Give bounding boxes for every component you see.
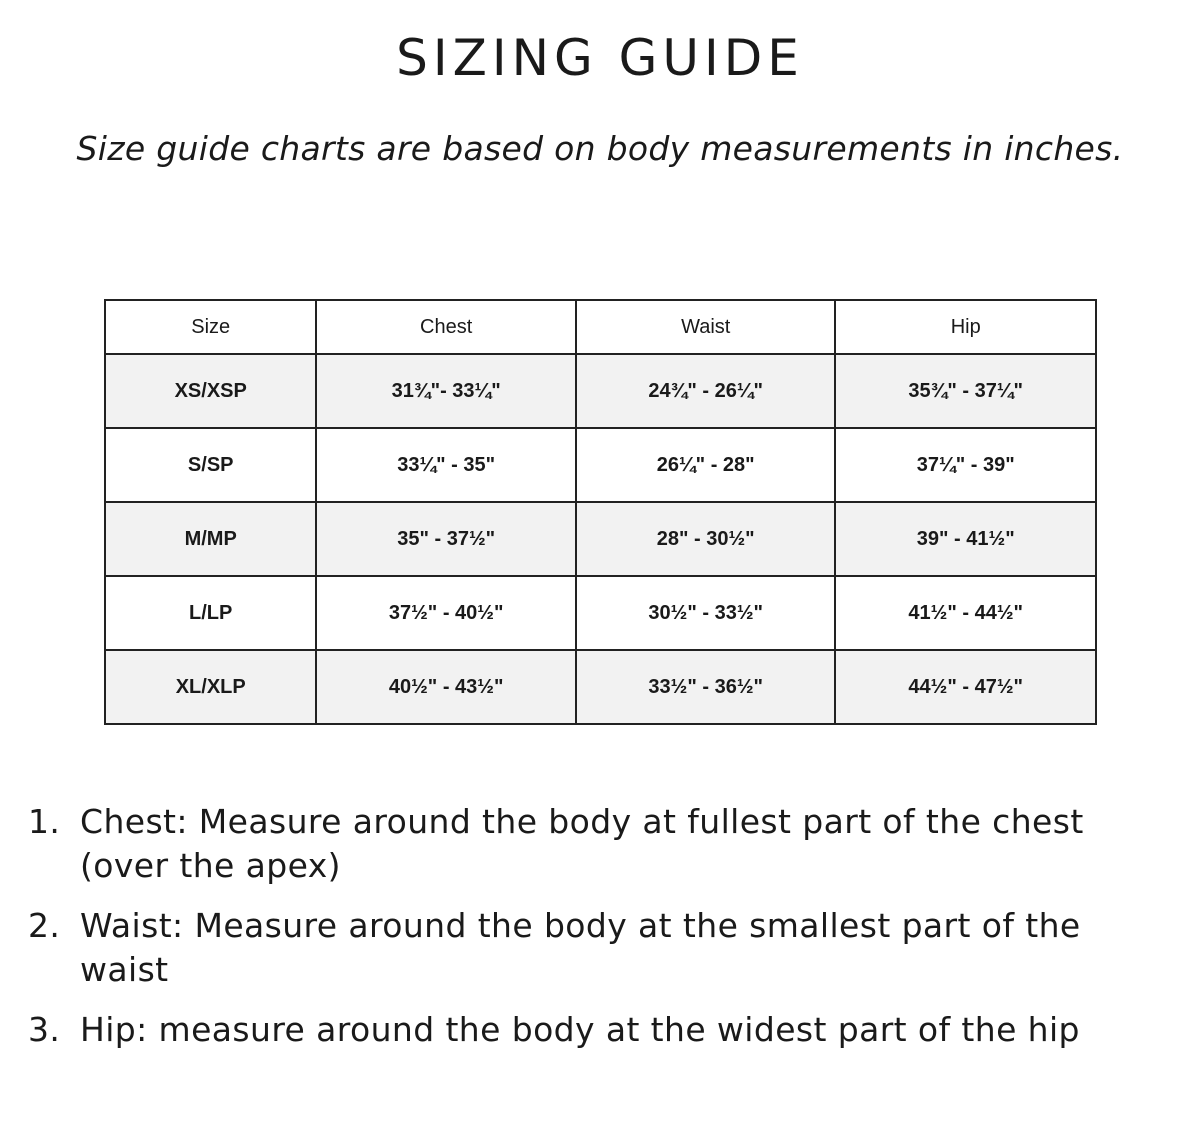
table-header-row — [105, 300, 1096, 354]
column-header-chest: Chest — [316, 300, 576, 354]
cell-size: XS/XSP — [105, 354, 316, 428]
table-row — [105, 576, 1096, 650]
cell-size: M/MP — [105, 502, 316, 576]
cell-hip: 35¾" - 37¼" — [835, 354, 1096, 428]
cell-hip: 37¼" - 39" — [835, 428, 1096, 502]
cell-waist: 28" - 30½" — [576, 502, 836, 576]
list-number: 1. — [28, 802, 61, 841]
list-number: 3. — [28, 1010, 61, 1049]
cell-waist: 24¾" - 26¼" — [576, 354, 836, 428]
measurement-instructions — [0, 800, 1130, 1068]
cell-size: XL/XLP — [105, 650, 316, 724]
page-subtitle: Size guide charts are based on body measurements in inches. — [76, 129, 1124, 168]
cell-waist: 26¼" - 28" — [576, 428, 836, 502]
table-row — [105, 354, 1096, 428]
table-row — [105, 650, 1096, 724]
instruction-hip: Hip: measure around the body at the widest part of the hip — [80, 1010, 1080, 1049]
cell-size: S/SP — [105, 428, 316, 502]
cell-size: L/LP — [105, 576, 316, 650]
instruction-chest: Chest: Measure around the body at fullest part of the chest (over the apex) — [80, 802, 1084, 885]
sizing-table — [104, 299, 1097, 725]
list-item — [0, 800, 1130, 888]
cell-chest: 37½" - 40½" — [316, 576, 576, 650]
cell-waist: 33½" - 36½" — [576, 650, 836, 724]
column-header-size: Size — [105, 300, 316, 354]
list-number: 2. — [28, 906, 61, 945]
column-header-waist: Waist — [576, 300, 836, 354]
page-title: SIZING GUIDE — [396, 29, 804, 87]
cell-chest: 33¼" - 35" — [316, 428, 576, 502]
cell-waist: 30½" - 33½" — [576, 576, 836, 650]
instruction-waist: Waist: Measure around the body at the smallest part of the waist — [80, 906, 1081, 989]
column-header-hip: Hip — [835, 300, 1096, 354]
list-item — [0, 1008, 1130, 1052]
table-row — [105, 428, 1096, 502]
table-row — [105, 502, 1096, 576]
cell-hip: 44½" - 47½" — [835, 650, 1096, 724]
cell-chest: 40½" - 43½" — [316, 650, 576, 724]
cell-chest: 35" - 37½" — [316, 502, 576, 576]
cell-chest: 31¾"- 33¼" — [316, 354, 576, 428]
list-item — [0, 904, 1130, 992]
cell-hip: 39" - 41½" — [835, 502, 1096, 576]
cell-hip: 41½" - 44½" — [835, 576, 1096, 650]
